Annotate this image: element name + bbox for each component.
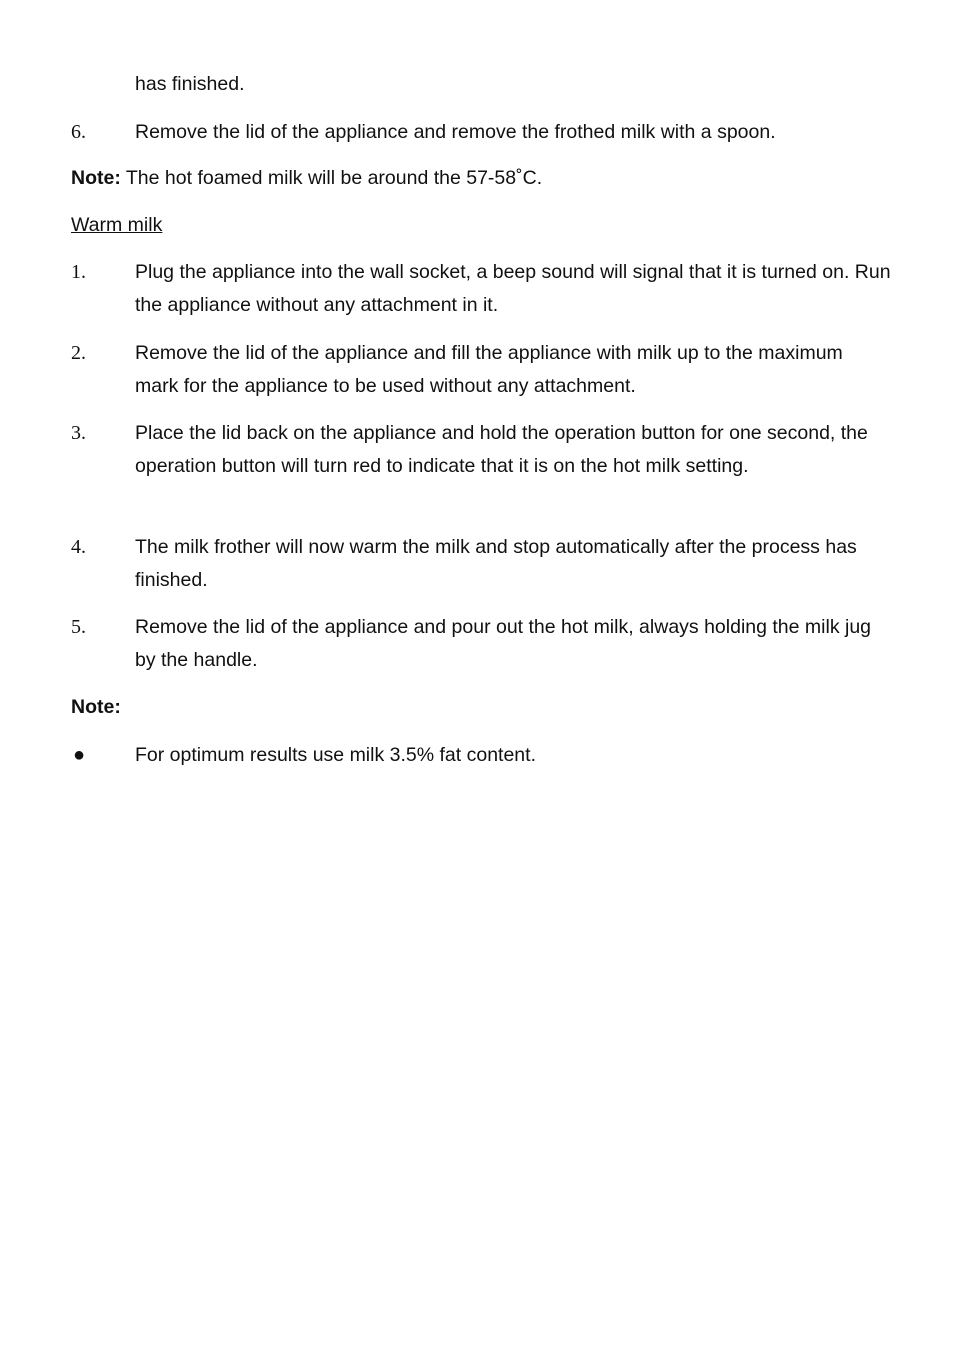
note-paragraph [71,162,891,195]
step-text: Plug the appliance into the wall socket, a beep sound will signal that it is turned on. Run the appliance without any attachment in it. [135,261,891,316]
note-bullet-item [71,739,891,772]
continuation-paragraph [71,68,891,101]
step-text: Remove the lid of the appliance and fill the appliance with milk up to the maximum mark for the appliance to be used without any attachment. [135,342,843,397]
section-heading-warm-milk [71,209,891,242]
note-text: The hot foamed milk will be around the 57-58˚C. [120,167,543,189]
continuation-text: has finished. [135,73,245,95]
step-text: Remove the lid of the appliance and pour out the hot milk, always holding the milk jug by the handle. [135,616,872,671]
step-number: 4. [71,536,86,558]
step-text: Place the lid back on the appliance and hold the operation button for one second, the operation button will turn red to indicate that it is on the hot milk setting. [135,422,868,477]
warm-milk-step-2 [71,337,891,403]
step-text: The milk frother will now warm the milk and stop automatically after the process has finished. [135,536,857,591]
warm-milk-step-4 [71,531,891,597]
section-heading-text: Warm milk [71,214,163,236]
step-6 [71,116,891,149]
bullet-icon: ● [73,744,86,766]
warm-milk-step-3 [71,417,891,483]
warm-milk-step-5 [71,611,891,677]
step-number: 5. [71,616,86,638]
note-label: Note: [71,167,121,189]
step-number: 6. [71,121,86,143]
step-number: 2. [71,342,86,364]
note-label: Note: [71,696,121,718]
bullet-text: For optimum results use milk 3.5% fat content. [135,744,536,766]
step-text: Remove the lid of the appliance and remove the frothed milk with a spoon. [135,121,776,143]
step-number: 3. [71,422,86,444]
step-number: 1. [71,261,86,283]
note-heading [71,691,891,724]
warm-milk-step-1 [71,256,891,322]
